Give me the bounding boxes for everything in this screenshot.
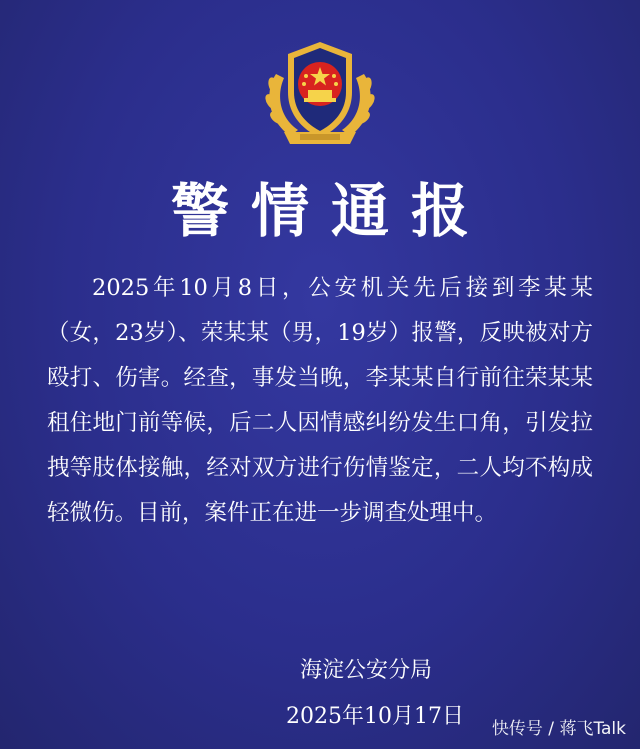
police-emblem-icon <box>256 34 384 152</box>
source-watermark: 快传号 / 蒋飞Talk <box>491 719 626 739</box>
notice-body: 2025年10月8日，公安机关先后接到李某某（女，23岁）、荣某某（男，19岁）报警，反映被对方殴打、伤害。经查，事发当晚，李某某自行前往荣某某租住地门前等候，后二人因情感纠纷发生口角，引发拉拽等肢体接触，经对双方进行伤情鉴定，二人均不构成轻微伤。目前，案件正在进一步调查处理中。 <box>47 275 593 526</box>
notice-title: 警情通报 <box>170 177 491 245</box>
issue-date: 2025年10月17日 <box>286 704 464 729</box>
issuer-signature: 海淀公安分局 <box>300 658 433 683</box>
